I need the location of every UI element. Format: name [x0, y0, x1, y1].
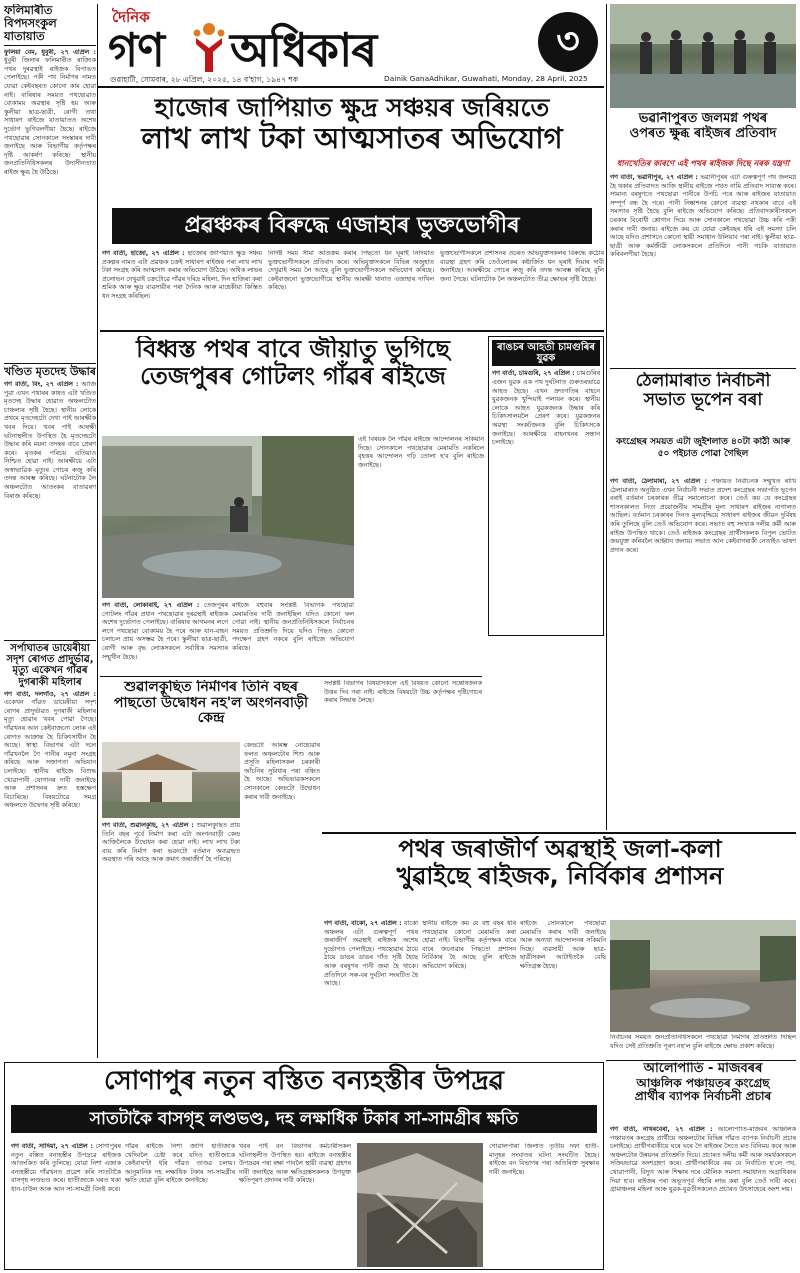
bhawanipur-headline: [610, 112, 796, 158]
damaged-road-icon: [610, 920, 796, 1032]
lead-headline-line1: হাজোৰ জাপিয়াত ক্ষুদ্ৰ সঞ্চয়ৰ জৰিয়তে: [154, 93, 550, 122]
raijok-col-4: [610, 1034, 796, 1058]
left-story-1-dateline: ফুলিয়া বেম, ধুবুৰী, ২৭ এপ্ৰিল :: [4, 48, 96, 56]
masthead-rule: [98, 86, 604, 88]
page-number-badge: [538, 12, 598, 72]
anganwadi-headline-line1: শুৱালকুছিত নিৰ্মাণৰ তিনি বছৰ: [124, 680, 298, 695]
tezpur-road-photo: [102, 436, 354, 598]
lead-banner-text: প্ৰৱঞ্চকৰ বিৰুদ্ধে এজাহাৰ ভুক্তভোগীৰ: [184, 213, 520, 238]
masthead-name-right: অধিকাৰ: [230, 23, 377, 77]
tezpur-body-1: তেজপুৰৰ গোটলং গাঁৱৰ প্ৰধান পথছোৱাৰ দুৰৱস্থাই ৰাইজক অশেষ দুৰ্ভোগত পেলাইছে। বাৰিষাৰ আগমনৰ লগে লগে পথছোৱা বোকাময় হৈ পৰে আৰু যান-বাহন চলাচল প্ৰায় অসম্ভৱ হৈ পৰে। স্কুলীয়া ছাত্ৰ-ছাত্ৰী, ৰোগী আৰু বৃদ্ধ লোকসকলে সৰ্বাধিক সমস্যাৰ সন্মুখীন হৈছে।: [102, 602, 228, 661]
sonapur-banner: [11, 1105, 597, 1133]
alopati-headline-line3: প্ৰাৰ্থীৰ ব্যাপক নিৰ্বাচনী প্ৰচাৰ: [634, 1088, 772, 1103]
anganwadi-photo: [102, 742, 240, 818]
left-story-1-title: ফলিমাৰীত বিপদসংকুল যাতায়াত: [4, 4, 96, 46]
people-logo-icon: [192, 22, 226, 74]
left-story-2-dateline: গণ বাৰ্তা, বিং, ২৭ এপ্ৰিল :: [4, 380, 79, 388]
left-column: [4, 4, 96, 1058]
left-story-1-body: [4, 49, 96, 359]
raijok-body-2: স্থানীয় ৰাইজে কয় যে বহু বছৰ ধৰি পথছোৱাৰ কোনো মেৰামতি কৰা হোৱা নাই। বিভাগীয় কৰ্তৃপক্ষক বাৰে বাৰে জনোৱাৰ পিছতো প্ৰশাসন নিৰ্বিকাৰ হৈ আছে বুলি ৰাইজে অভিযোগ কৰিছে।: [422, 920, 516, 970]
sonapur-col-4: [489, 1143, 599, 1267]
tezpur-headline: [102, 336, 484, 430]
tezpur-dateline: গণ বাৰ্তা, লোকাৰাই, ২৭ এপ্ৰিল :: [102, 602, 200, 609]
dateline-assamese: গুৱাহাটী, সোমবাৰ, ২৮ এপ্ৰিল, ২০২৫, ১৪ ব'হাগ, ১৯৪৭ শক: [110, 75, 299, 84]
sonapur-col-1: [11, 1143, 121, 1267]
left-story-3-body: [4, 691, 96, 1021]
alopati-headline-line2: আঞ্চলিক পঞ্চায়তৰ কংগ্ৰেছ: [636, 1075, 770, 1090]
sonapur-col-3: [239, 1143, 351, 1267]
lead-body-1: হাজোৰ জাপিয়াত ক্ষুদ্ৰ সঞ্চয় প্ৰকল্পৰ নামত এটা প্ৰৱঞ্চক চক্ৰই সাধাৰণ ৰাইজৰ পৰা লাখ লাখ টকা সংগ্ৰহ কৰি আত্মসাৎ কৰাৰ অভিযোগ উঠিছে। অধিক লাভৰ প্ৰলোভন দেখুৱাই চক্ৰটোৱে গাঁৱৰ দৰিদ্ৰ মহিলা, দিন হাজিৰা কৰা শ্ৰমিক আৰু ক্ষুদ্ৰ ব্যৱসায়ীৰ পৰা দৈনিক আৰু মাহেকীয়া কিস্তিত ধন সংগ্ৰহ কৰিছিল।: [102, 250, 262, 300]
sonapur-box: [4, 1062, 604, 1270]
alopati-headline: [610, 1062, 796, 1124]
tezpur-body-3: এই বিষয়ক লৈ গাঁৱৰ ৰাইজে আন্দোলনৰ সকিয়নি দিছে। সোনকালে পথছোৱাৰ মেৰামতি নকৰিলে বৃহত্তৰ আন্দোলন গঢ়ি তোলা হ'ব বুলি ৰাইজে জনাইছে।: [358, 436, 484, 469]
sonapur-body-3: খবৰ পাই বন বিভাগৰ কৰ্মচাৰীসকল ঘটনাস্থলীত উপস্থিত হয়। ৰাইজে বন্যহস্তীৰ উপদ্ৰৱৰ পৰা ৰক্ষা পাবলৈ স্থায়ী ব্যৱস্থা গ্ৰহণৰ দাবী জনাইছে আৰু ক্ষতিগ্ৰস্তসকলক উপযুক্ত ক্ষতিপূৰণ প্ৰদানৰ দাবী কৰিছে।: [239, 1143, 351, 1185]
protest-scene-icon: [610, 4, 796, 108]
raijok-top-rule: [322, 832, 796, 834]
thelamara-subhead: কংগ্ৰেছৰ সময়ত এটা জুইশলাত ৪০টা কাঠী আৰু ৫০ পইচাত পোৱা গৈছিল: [615, 437, 791, 459]
tezpur-col-2: [232, 602, 354, 674]
raijok-road-photo: [610, 920, 796, 1032]
bhawanipur-dateline: গণ বাৰ্তা, ভৱানীপুৰ, ২৭ এপ্ৰিল :: [610, 174, 698, 181]
raijok-body-1: বাকো অঞ্চলৰ এটা গুৰুত্বপূৰ্ণ পথৰ জৰাজীৰ্ণ অৱস্থাই ৰাইজক অশেষ দুৰ্ভোগত পেলাইছে। পথছোৱাৰ ঠায়ে ঠায়ে ডাঙৰ ডাঙৰ গাঁত সৃষ্টি হৈছে আৰু বৰষুণৰ পানী জমা হৈ থাকে। প্ৰতিদিনে সৰু-বৰ দুৰ্ঘটনা সংঘটিত হৈ আছে।: [324, 920, 418, 988]
raijok-col-1: [324, 920, 418, 1058]
thelamara-headline: [610, 372, 796, 434]
lead-body-3: ভুক্তভোগীসকলে প্ৰশাসনৰ ওচৰত অভিযুক্তসকলৰ বিৰুদ্ধে কঠোৰ ব্যৱস্থা গ্ৰহণ কৰি তেওঁলোকৰ কষ্টাৰ্জিত ধন ঘূৰাই দিয়াৰ দাবী জনাইছে। আৰক্ষীয়ে গোচৰ ৰুজু কৰি তদন্ত আৰম্ভ কৰিছে বুলি জনা গৈছে। ঘটনাটোক লৈ অঞ্চলটোত তীব্ৰ ক্ষোভৰ সৃষ্টি হৈছে।: [440, 250, 604, 283]
left-story-3-dateline: গণ বাৰ্তা, দলগাঁও, ২৭ এপ্ৰিল :: [4, 690, 96, 698]
thelamara-headline-line1: ঠেলামাৰাত নিৰ্বাচনী: [635, 372, 771, 391]
bhawanipur-text: ভৱানীপুৰৰ এটা গুৰুত্বপূৰ্ণ পথ জলমগ্ন হৈ থকাৰ প্ৰতিবাদত আজি স্থানীয় ৰাইজে পথত নামি প্ৰতিবাদ সাব্যস্ত কৰে। সামান্য বৰষুণতে পথছোৱা পানীৰে উপচি পৰে আৰু ৰাইজৰ যাতায়াত সম্পূৰ্ণ বন্ধ হৈ পৰে। পানী নিষ্কাশনৰ কোনো ব্যৱস্থা নথকাৰ বাবে এই সমস্যাৰ সৃষ্টি হৈছে বুলি ৰাইজে অভিযোগ কৰিছে। প্ৰতিবাদকাৰীসকলে চৰকাৰ বিৰোধী শ্লোগান দিয়ে আৰু সোনকালে পথছোৱা উচ্চ কৰি পকী কৰাৰ দাবী জনায়। ৰাইজে কয় যে যোৱা কেইবছৰ ধৰি এই সমস্যা চলি আছে যদিও প্ৰশাসনে কোনো স্থায়ী সমাধান উলিয়াব পৰা নাই। স্কুলীয়া ছাত্ৰ-ছাত্ৰী আৰু কৰ্মজীৱী লোকসকলে প্ৰতিদিনে পানী গচকি যাতায়াত কৰিবলগীয়া হৈছে।: [610, 174, 796, 259]
masthead: [98, 4, 603, 86]
anganwadi-body-1: শুৱালকুছিত প্ৰায় তিনি বছৰ পূৰ্বে নিৰ্মাণ কৰা এটা অংগনবাড়ী কেন্দ্ৰ আজিলৈকে উদ্বোধন কৰা হোৱা নাই। লাখ লাখ টকা ব্যয় কৰি নিৰ্মাণ কৰা ভৱনটো বৰ্তমান অব্যৱহৃত অৱস্থাত পৰি আছে আৰু ক্ৰমাৎ জৰাজীৰ্ণ হৈ পৰিছে।: [102, 822, 240, 864]
thelamara-top-rule: [610, 368, 796, 369]
raijok-headline-line2: খুৱাইছে ৰাইজক, নিৰ্বিকাৰ প্ৰশাসন: [396, 861, 724, 890]
lead-headline-line2: লাখ লাখ টকা আত্মসাতৰ অভিযোগ: [141, 121, 563, 155]
anganwadi-headline: [102, 680, 320, 738]
road-scene-icon: [102, 436, 354, 598]
raijok-col-3: [520, 920, 606, 1058]
tezpur-col-3: [358, 436, 484, 674]
masthead-prefix: দৈনিক: [112, 8, 150, 26]
bhawanipur-subhead: ধানখেতিৰ কাৰণে এই পথৰ ৰাইজক দিছে নৰক যন্ত্ৰণা: [616, 158, 790, 168]
sonapur-body-1: সোণাপুৰৰ নতুন বস্তিত বন্যহস্তীৰ উপদ্ৰৱে ৰাইজক আতংকিত কৰি তুলিছে। যোৱা নিশা এজাক বন্যহস্তীয়ে গাঁৱখনত প্ৰৱেশ কৰি সাতটাকৈ বাসগৃহ লণ্ডভণ্ড কৰে। হাতীজাকে ঘৰত থকা ধান-চাউল আৰু আন সা-সামগ্ৰী বিনষ্ট কৰে।: [11, 1143, 121, 1193]
tezpur-headline-line2: তেজপুৰৰ গোটলং গাঁৱৰ ৰাইজে: [140, 361, 446, 390]
lead-banner: [112, 208, 592, 244]
thelamara-dateline: গণ বাৰ্তা, ঠেলামাৰা, ২৭ এপ্ৰিল :: [610, 478, 708, 485]
left-story-2-text: আজি পুৱা এখন পথাৰৰ কাষত এটা খণ্ডিত মৃতদেহ উদ্ধাৰ হোৱাত অঞ্চলটোত চাঞ্চল্যৰ সৃষ্টি হৈছে। স্থানীয় লোকে প্ৰথমে মৃতদেহটো দেখা পাই আৰক্ষীক খবৰ দিয়ে। খবৰ পাই আৰক্ষী ঘটনাস্থলীত উপস্থিত হৈ মৃতদেহটো উদ্ধাৰ কৰি ময়না তদন্তৰ বাবে প্ৰেৰণ কৰে। মৃতকৰ পৰিচয় এতিয়াও নিশ্চিত হোৱা নাই। আৰক্ষীয়ে এটা অস্বাভাৱিক মৃত্যুৰ গোচৰ ৰুজু কৰি তদন্ত আৰম্ভ কৰিছে। ঘটনাটোক লৈ অঞ্চলটোত আতংকৰ বাতাৱৰণ বিৰাজ কৰিছে।: [4, 380, 96, 500]
left-story-1-text: ধুবুৰী জিলাৰ ফলিমাৰীত ৰাজ্যিক পথৰ দুৰৱস্থাই ৰাইজক বিপাঙত পেলাইছে। পকী পথ নিৰ্মাণৰ নামত যোৱা কেইবছৰত কোনো কাম হোৱা নাই। বাৰিষাৰ সময়ত পথছোৱাত বোকাময় অৱস্থাৰ সৃষ্টি হয় আৰু স্কুলীয়া ছাত্ৰ-ছাত্ৰী, ৰোগী তথা সাধাৰণ ৰাইজে যাতায়াতত অশেষ দুৰ্ভোগ ভুগিবলগীয়া হৈছে। ৰাইজে পথছোৱাৰ সোনকালে সংস্কাৰৰ দাবী জনাইছে আৰু বিভাগীয় কৰ্তৃপক্ষৰ দৃষ্টি আকৰ্ষণ কৰিছে। স্থানীয় জনপ্ৰতিনিধিসকলৰ উদাসীনতাত ৰাইজ ক্ষুব্ধ হৈ উঠিছে।: [4, 57, 96, 176]
sonapur-col-2: [125, 1143, 235, 1267]
alopati-headline-line1: আলোপাতি - মাজবৰৰ: [643, 1062, 763, 1076]
lead-headline: [100, 92, 604, 204]
lead-dateline: গণ বাৰ্তা, হাজো, ২৭ এপ্ৰিল :: [102, 250, 185, 257]
anganwadi-dateline: গণ বাৰ্তা, শুৱালকুছি, ২৭ এপ্ৰিল :: [102, 822, 194, 829]
lead-col-1: [102, 250, 262, 326]
alopati-body: [610, 1126, 796, 1269]
chamuguri-title: ৰাঙচৰ আহতী চামগুৰিৰ যুৱক: [492, 340, 600, 366]
alopati-dateline: গণ বাৰ্তা, নাথৰবেৰা, ২৭ এপ্ৰিল :: [610, 1126, 713, 1133]
lead-col-2: [268, 250, 434, 326]
thelamara-text: পঞ্চায়ত নিৰ্বাচনক সন্মুখত ৰাখি ঠেলামাৰাত অনুষ্ঠিত এখন নিৰ্বাচনী সভাত প্ৰদেশ কংগ্ৰেছৰ সভাপতি ভূপেন বৰাই বৰ্তমান চৰকাৰক তীব্ৰ সমালোচনা কৰে। তেওঁ কয় যে কংগ্ৰেছৰ শাসনকালত নিত্য প্ৰয়োজনীয় সামগ্ৰীৰ মূল্য সাধাৰণ ৰাইজৰ নাগালত আছিল। বৰ্তমান চৰকাৰৰ দিনত মূল্যবৃদ্ধিয়ে সাধাৰণ ৰাইজৰ জীৱন দুৰ্বিষহ কৰি তুলিছে বুলি তেওঁ অভিযোগ কৰে। সভাত বহু সংখ্যক দলীয় কৰ্মী আৰু ৰাইজ উপস্থিত থাকে। তেওঁ ৰাইজক কংগ্ৰেছৰ প্ৰাৰ্থীসকলক বিপুল ভোটত জয়যুক্ত কৰিবলৈ আহ্বান জনায়। সভাত আন কেইবাগৰাকী নেতাইও ভাষণ প্ৰদান কৰে।: [610, 478, 796, 554]
raijok-col-2: [422, 920, 516, 1058]
sonapur-body-2: গাঁৱৰ ৰাইজে নিশা জাগি হাতীজাক খেদিবলৈ চেষ্টা কৰে যদিও হাতীজাকে কেইবাঘণ্টা ধৰি গাঁৱত তাণ্ডৱ চলায়। আনুমানিক দহ লক্ষাধিক টকাৰ সা-সামগ্ৰীৰ ক্ষতি হোৱা বুলি ৰাইজে জনাইছে।: [125, 1143, 235, 1185]
sonapur-damage-photo: [357, 1143, 483, 1267]
chamuguri-dateline: গণ বাৰ্তা, চামগুৰি, ২৭ এপ্ৰিল :: [492, 370, 575, 378]
thelamara-body: [610, 478, 796, 828]
anganwadi-headline-line2: পাছতো উদ্বোধন নহ'ল অংগনবাড়ী কেন্দ্ৰ: [114, 694, 308, 727]
raijok-body-4: নিৰ্বাচনৰ সময়ত জনপ্ৰতিনিধিসকলে পথছোৱা নিৰ্মাণৰ প্ৰতিশ্ৰুতি দিছিল যদিও সেই প্ৰতিশ্ৰুতি পূৰণ নহ'ল বুলি ৰাইজে ক্ষোভ প্ৰকাশ কৰিছে।: [610, 1034, 796, 1050]
anganwadi-col-3: [324, 680, 482, 830]
raijok-body-3: ৰাইজে সোনকালে পথছোৱা মেৰামতি কৰাৰ দাবী জনাইছে আৰু অন্যথা আন্দোলনৰ সকিয়নি দিছে। ব্যৱসায়ী আৰু ছাত্ৰ-ছাত্ৰীসকল আটাইতকৈ বেছি ক্ষতিগ্ৰস্ত হৈছে।: [520, 920, 606, 970]
lead-col-3: [440, 250, 604, 326]
right-column-rule: [606, 4, 607, 830]
destroyed-house-icon: [357, 1143, 483, 1267]
anganwadi-col-1: [102, 822, 240, 1058]
sonapur-dateline: গণ বাৰ্তা, সাদিয়া, ২৭ এপ্ৰিল :: [11, 1143, 93, 1150]
left-story-2-title: খণ্ডিত মৃতদেহ উদ্ধাৰ: [4, 364, 96, 378]
tezpur-headline-line1: বিধ্বস্ত পথৰ বাবে জীয়াতু ভুগিছে: [136, 336, 450, 363]
dateline-english: Dainik GanaAdhikar, Guwahati, Monday, 28 April, 2025: [384, 74, 588, 83]
masthead-name-left: গণ: [108, 23, 164, 77]
chamuguri-box: [488, 336, 604, 636]
left-story-3-title: সৰ্পাঘাতৰ ডায়েৰীয়া সদৃশ ৰোগত প্ৰাদুৰ্ভাৱ, মৃত্যু একেখন গাঁৱৰ দুগৰাকী মহিলাৰ: [4, 640, 96, 688]
sonapur-headline: সোণাপুৰ নতুন বস্তিত বন্যহস্তীৰ উপদ্ৰৱ: [103, 1066, 505, 1096]
chamuguri-text: চামগুৰিৰ এজন যুৱক এক পথ দুৰ্ঘটনাত গুৰুতৰভাৱে আহত হৈছে। এখন দ্ৰুতগতিৰ বাহনে যুৱকজনক খুন্দিয়াই পলায়ন কৰে। স্থানীয় লোকে আহত যুৱকজনক উদ্ধাৰ কৰি চিকিৎসালয়লৈ প্ৰেৰণ কৰে। যুৱকজনৰ অৱস্থা সংকটজনক বুলি চিকিৎসকে জনাইছে। আৰক্ষীয়ে বাহনখনৰ সন্ধান চলাইছে।: [492, 370, 600, 447]
bhawanipur-headline-line2: ওপৰত ক্ষুব্ধ ৰাইজৰ প্ৰতিবাদ: [629, 125, 777, 141]
left-story-3-text: একেখন গাঁৱত ডায়েৰীয়া সদৃশ ৰোগৰ প্ৰাদুৰ্ভাৱত দুগৰাকী মহিলাৰ মৃত্যু হোৱাৰ খবৰ পোৱা গৈছে। গাঁৱখনৰ আন কেইবাজনো লোক এই ৰোগত আক্ৰান্ত হৈ চিকিৎসাধীন হৈ আছে। স্বাস্থ্য বিভাগৰ এটা দলে গাঁৱখনলৈ গৈ পানীৰ নমুনা সংগ্ৰহ কৰিছে আৰু সজাগতা অভিযান চলাইছে। স্থানীয় ৰাইজে বিশুদ্ধ খোৱাপানী যোগানৰ দাবী জনাইছে আৰু প্ৰশাসনৰ দ্ৰুত হস্তক্ষেপ বিচাৰিছে। বিষয়টোৱে সমগ্ৰ অঞ্চলতে উদ্বেগৰ সৃষ্টি কৰিছে।: [4, 699, 96, 810]
left-story-2-body: [4, 381, 96, 636]
building-scene-icon: [102, 742, 240, 818]
anganwadi-body-2: কেন্দ্ৰটো আৰম্ভ নোহোৱাৰ ফলত অঞ্চলটোৰ শিশু আৰু প্ৰসূতি মহিলাসকল চৰকাৰী আঁচনিৰ সুবিধাৰ পৰা বঞ্চিত হৈ আছে। অভিভাৱকসকলে সোনকালে কেন্দ্ৰটো উদ্বোধন কৰাৰ দাবী জনাইছে।: [244, 742, 320, 801]
raijok-headline-line1: পথৰ জৰাজীৰ্ণ অৱস্থাই জলা-কলা: [398, 836, 722, 863]
sonapur-banner-text: সাতটাকৈ বাসগৃহ লণ্ডভণ্ড, দহ লক্ষাধিক টকাৰ সা-সামগ্ৰীৰ ক্ষতি: [89, 1109, 519, 1129]
lead-bottom-rule: [100, 330, 604, 332]
alopati-top-rule: [606, 1060, 796, 1061]
bhawanipur-body: [610, 174, 796, 364]
tezpur-body-2: ৰাইজে বহুবাৰ সংশ্লিষ্ট বিভাগক পথছোৱা মেৰামতিৰ দাবী জনাইছিল যদিও কোনো ফল পোৱা নাই। স্থানীয় জনপ্ৰতিনিধিসকলে নিৰ্বাচনৰ সময়ত প্ৰতিশ্ৰুতি দিয়ে যদিও পিছত কোনো পদক্ষেপ গ্ৰহণ নকৰে বুলি ৰাইজে অভিযোগ কৰিছে।: [232, 602, 354, 652]
bhawanipur-headline-line1: ভৱানীপুৰত জলমগ্ন পথৰ: [638, 112, 768, 126]
alopati-text: আলোপাতি-মাজবৰ আঞ্চলিক পঞ্চায়তৰ কংগ্ৰেছ প্ৰাৰ্থীয়ে অঞ্চলটোৰ বিভিন্ন গাঁৱত ব্যাপক নিৰ্বাচনী প্ৰচাৰ চলাইছে। প্ৰাৰ্থীগৰাকীয়ে ঘৰে ঘৰে গৈ ৰাইজৰ সৈতে মত বিনিময় কৰে আৰু অঞ্চলটোৰ উন্নয়নৰ প্ৰতিশ্ৰুতি দিয়ে। প্ৰচাৰত দলীয় কৰ্মী আৰু সমৰ্থকসকলে সক্ৰিয়ভাৱে অংশগ্ৰহণ কৰে। প্ৰাৰ্থীগৰাকীয়ে কয় যে নিৰ্বাচিত হ'লে পথ, খোৱাপানী, বিদ্যুৎ আৰু শিক্ষাৰ দৰে মৌলিক সমস্যা সমাধানত অগ্ৰাধিকাৰ দিয়া হ'ব। ৰাইজৰ পৰা অভূতপূৰ্ব সঁহাৰি লাভ কৰা বুলি তেওঁ দাবী কৰে। গ্ৰামাঞ্চলৰ মহিলা আৰু যুৱক-যুৱতীসকলেও প্ৰচাৰত উৎসাহেৰে অংশ লয়।: [610, 1126, 796, 1194]
bhawanipur-photo: [610, 4, 796, 108]
raijok-dateline: গণ বাৰ্তা, বাকো, ২৭ এপ্ৰিল :: [324, 920, 402, 927]
chamuguri-body: [492, 370, 600, 447]
tezpur-col-1: [102, 602, 228, 674]
anganwadi-col-2: [244, 742, 320, 1058]
left-column-rule: [97, 4, 98, 1058]
sonapur-body-4: গোৱালপাৰা জিলাত তৃতীয় দফা হাতী-মানুহৰ সংঘাতৰ ঘটনা সংঘটিত হৈছে। ৰাইজে বন বিভাগৰ পৰা অতিৰিক্ত সুৰক্ষাৰ দাবী জনাইছে।: [489, 1143, 599, 1176]
anganwadi-top-rule: [100, 676, 482, 677]
anganwadi-body-3: সংশ্লিষ্ট বিভাগৰ বিষয়াসকলে এই বিষয়ত কোনো সন্তোষজনক উত্তৰ দিব পৰা নাই। ৰাইজে বিষয়টো উচ্চ কৰ্তৃপক্ষৰ দৃষ্টিগোচৰ কৰাৰ সিদ্ধান্ত লৈছে।: [324, 680, 482, 705]
page-number: ৩: [556, 21, 580, 62]
raijok-headline: [324, 836, 796, 916]
thelamara-headline-line2: সভাত ভূপেন বৰা: [643, 390, 763, 411]
lead-body-2: নিৰ্দিষ্ট সময় সীমা অতিক্ৰম কৰাৰ পিছতো ধন ঘূৰাই নিদিয়াত ভুক্তভোগীসকলে প্ৰতিবাদ কৰে। অভিযুক্তসকলে বিভিন্ন অজুহাত দেখুৱাই সময় লৈ আছে বুলি ভুক্তভোগীসকলে অভিযোগ কৰিছে। কেইবাজনো ভুক্তভোগীয়ে স্থানীয় আৰক্ষী থানাত এজাহাৰ দাখিল কৰিছে।: [268, 250, 434, 292]
